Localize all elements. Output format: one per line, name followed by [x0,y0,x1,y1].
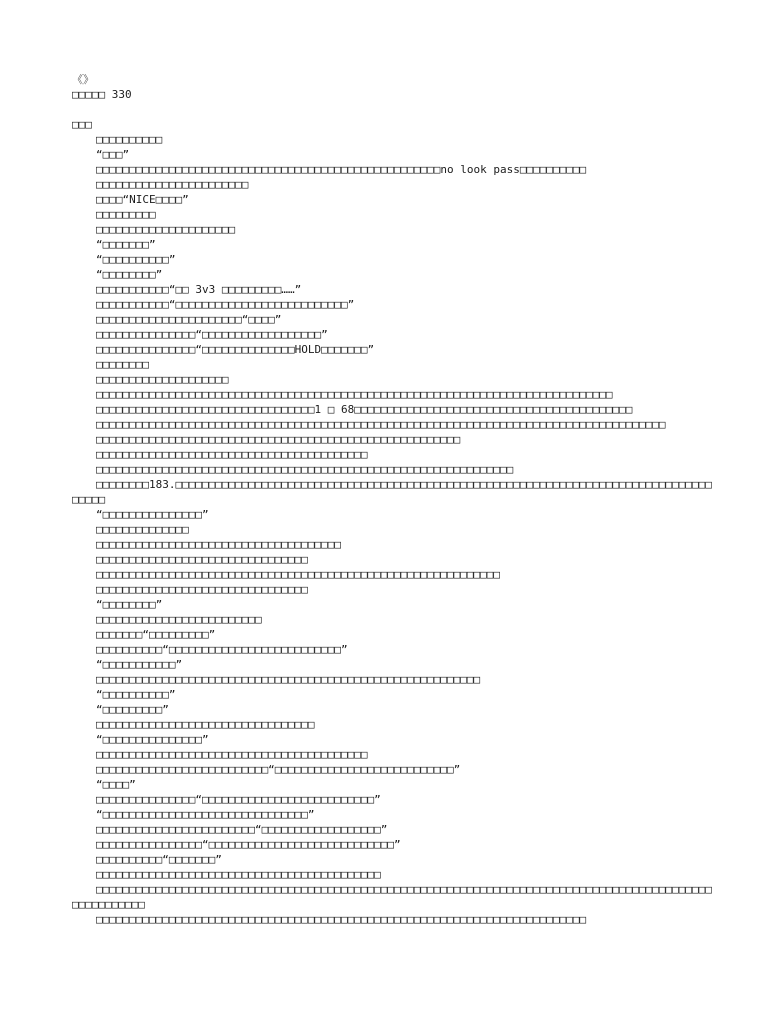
paragraph: □□□□□□□□□□□□□□□□□□□□□□□□□□□□□□□□□□□□□□□□□□□□□□□□□□□□□□□□□□□□□□□ [96,463,514,476]
paragraph: □□□□□□□□□□□□□□ [96,523,189,536]
paragraph: “□□□” [96,148,130,161]
paragraph: □□□□□□□□183.□□□□□□□□□□□□□□□□□□□□□□□□□□□□□□□□□□□□□□□□□□□□□□□□□□□□□□□□□□□□□□□□□□□□□□□□□□□□□□□□□□□□□□ [72,478,712,506]
paragraph: “□□□□□□□□□” [96,703,169,716]
paragraph: □□□□□□□□□□□□□□□□□□□□□□□□□□□□□□□□□□□□□□□□□□□□□□□□□□□□□□□□□□□□□□□□□□□□□□□□□□□□□□ [96,388,613,401]
paragraph: □□□□□□□□□□□□□□□□□□□□□□□□□□□□□□□□□□□□□□□□□□□□□□□□□□□□□□□ [96,433,461,446]
paragraph: □□□□□□□□□□□□□□□□□□□□□□□□□□□□□□□□□ [96,718,315,731]
paragraph: □□□□□□□□□□□□□□□□□□□□□□□□□□□□□□□□□□□□□□□□□□□□□□□□□□□□□□□□□□□□□□□□□□□□□□□□□□ [96,913,587,926]
paragraph: □□□□□□□□□□□□□□□□□□□□□□□ [96,178,249,191]
paragraph: “□□□□□□□□□□” [96,688,176,701]
paragraph: □□□□□□□□ [96,358,149,371]
chapter-heading: □□□□□ 330 [72,88,132,101]
section-title: □□□ [72,118,92,131]
paragraph: □□□□□□□□□□□□□□□□□□□□□□□□□□□□□□□□□□□□□□□□□□□ [96,868,381,881]
paragraph: □□□□□□□□□□□□□□□“□□□□□□□□□□□□□□□□□□□□□□□□□□” [96,793,381,806]
paragraph: □□□□□□□□□□□□□□□□“□□□□□□□□□□□□□□□□□□□□□□□□□□□□” [96,838,401,851]
paragraph: □□□□□□□□□□□□□□□□□□□□□□□□□□□□□□□□□□□□□□□□□□□□□□□□□□□□□□□□□□□□□□□□□□□□□□□□□□□□□□□□□□□□□□ [96,418,666,431]
chapter-header [72,72,132,102]
paragraph: □□□□□□□□□□□□□□□□□□□□□□□□□□□□□□□□□□□□□□□□□□□□□□□□□□□□□□□□□□□□□ [96,568,500,581]
paragraph: “□□□□□□□” [96,238,156,251]
book-title-mark: 《》 [72,73,94,86]
paragraph: □□□□□□□□□□□□□□□□□□□□□□□□□□□□□□□□□□□□□□□□□ [96,748,368,761]
paragraph: □□□□□□□□□□□□□□□□□□□□□□□□□□□□□□□□□□□□□□□□□□□□□□□□□□□□□□□□□□□□□□□□□□□□□□□□□□□□□□□□□□□□□□□□□□□□□□□□□□□□□□□□ [72,883,712,911]
paragraph: “□□□□□□□□□□□” [96,658,183,671]
chapter-body [72,117,712,927]
paragraph: “□□□□□□□□” [96,268,163,281]
paragraph: □□□□□□□□□□□□□□□□□□□□□□□□□□□□□□□□□□□□□□□□□□□□□□□□□□□□no look pass□□□□□□□□□□ [96,163,587,176]
paragraph: □□□□□□□□□□□“□□□□□□□□□□□□□□□□□□□□□□□□□□” [96,298,355,311]
paragraph: “□□□□□□□□□□□□□□□□□□□□□□□□□□□□□□□” [96,808,315,821]
paragraph: □□□□□□□□□□□□□□□□□□□□□□“□□□□” [96,313,282,326]
paragraph: □□□□□□□□□□□□□□□□□□□□□□□□□□□□□□□□□□□□□□□□□ [96,448,368,461]
paragraph: “□□□□□□□□” [96,598,163,611]
paragraph: □□□□“NICE□□□□” [96,193,189,206]
paragraph: □□□□□□□□□□□□□□□□□□□□□□□□□□□□□□□□□□□□□ [96,538,342,551]
paragraph: “□□□□□□□□□□□□□□□” [96,733,209,746]
paragraph: □□□□□□□□□□□□□□□□□□□□ [96,373,229,386]
paragraph: □□□□□□□□□□□“□□ 3v3 □□□□□□□□□……” [96,283,302,296]
paragraph: □□□□□□□□□□□□□□□“□□□□□□□□□□□□□□□□□□” [96,328,328,341]
paragraph: □□□□□□□□□□□□□□□□□□□□□□□□□□□□□□□□□1 □ 68□□□□□□□□□□□□□□□□□□□□□□□□□□□□□□□□□□□□□□□□□□ [96,403,633,416]
paragraph: □□□□□□□□□□□□□□□□□□□□□□□□□□□□□□□□ [96,583,308,596]
paragraph: □□□□□□□□□□“□□□□□□□□□□□□□□□□□□□□□□□□□□” [96,643,348,656]
paragraph: □□□□□□□□□□□□□□□□□□□□□□□□□□“□□□□□□□□□□□□□□□□□□□□□□□□□□□” [96,763,461,776]
paragraph: □□□□□□□□□□□□□□□□□□□□□□□□“□□□□□□□□□□□□□□□□□□” [96,823,388,836]
paragraph: □□□□□□□□□□□□□□□□□□□□□□□□□□□□□□□□ [96,553,308,566]
paragraph: □□□□□□□□□□□□□□□□□□□□□□□□□□□□□□□□□□□□□□□□□□□□□□□□□□□□□□□□□□ [96,673,481,686]
paragraph: “□□□□” [96,778,136,791]
paragraph: □□□□□□□“□□□□□□□□□” [96,628,216,641]
paragraph: □□□□□□□□□□□□□□□“□□□□□□□□□□□□□□HOLD□□□□□□□” [96,343,375,356]
paragraph: □□□□□□□□□□ [96,133,163,146]
paragraph: □□□□□□□□□ [96,208,156,221]
paragraph: □□□□□□□□□□□□□□□□□□□□□□□□□ [96,613,262,626]
paragraph: “□□□□□□□□□□□□□□□” [96,508,209,521]
paragraph: □□□□□□□□□□“□□□□□□□” [96,853,222,866]
paragraph: “□□□□□□□□□□” [96,253,176,266]
paragraph: □□□□□□□□□□□□□□□□□□□□□ [96,223,236,236]
